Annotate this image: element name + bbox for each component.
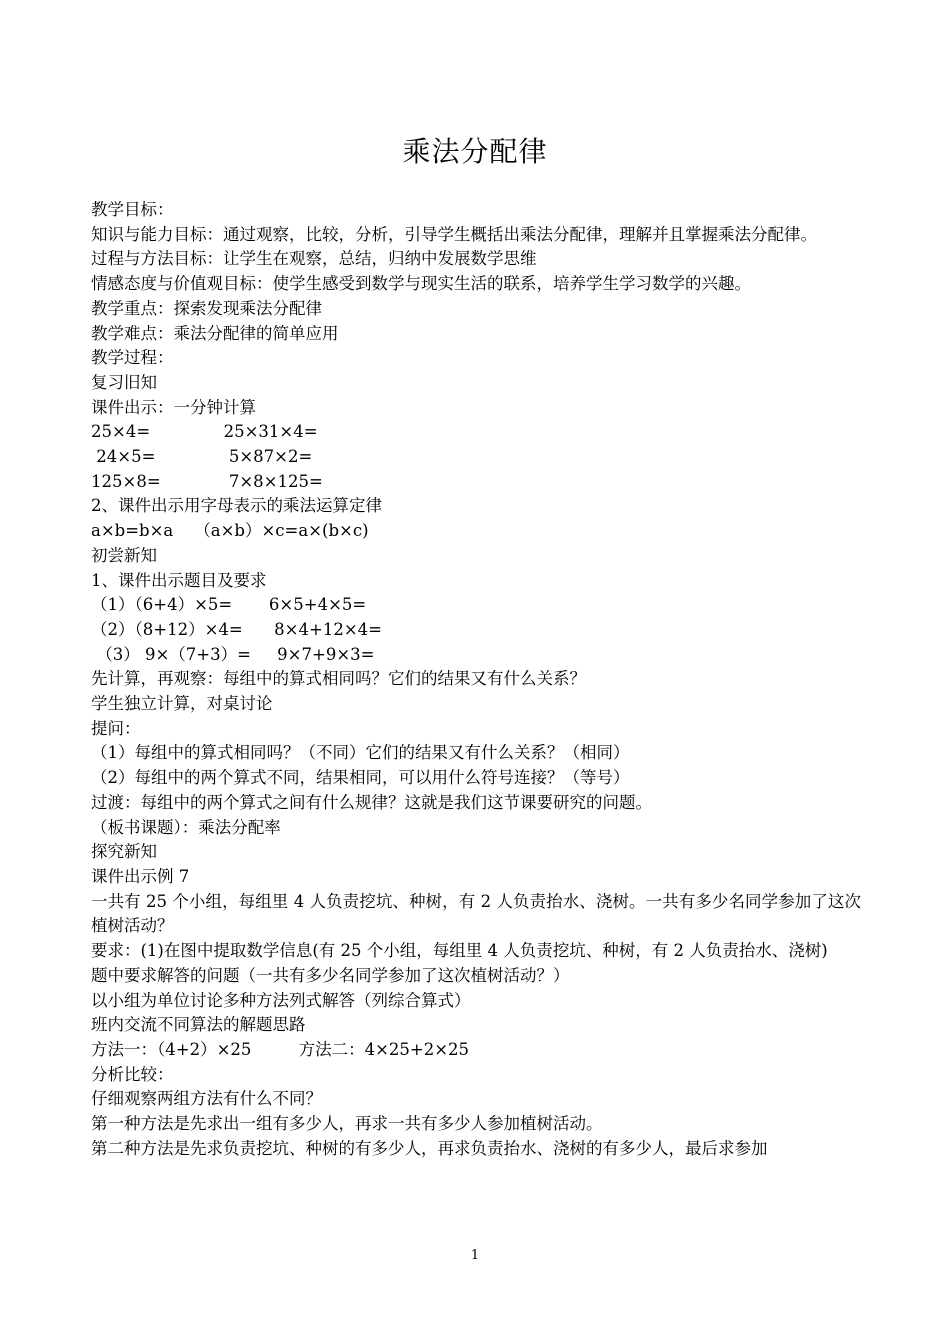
- page-number: 1: [470, 1248, 480, 1263]
- document-body: [91, 198, 861, 1161]
- text-line: 要求：(1)在图中提取数学信息(有 25 个小组，每组里 4 人负责挖坑、种树，有 2 人负责抬水、浇树): [91, 941, 828, 961]
- text-line: 第二种方法是先求负责挖坑、种树的有多少人，再求负责抬水、浇树的有多少人，最后求参加: [91, 1138, 768, 1158]
- text-line: 探究新知: [91, 842, 157, 862]
- text-line: 情感态度与价值观目标：使学生感受到数学与现实生活的联系，培养学生学习数学的兴趣。: [91, 274, 751, 294]
- text-line: 1、课件出示题目及要求: [91, 570, 267, 590]
- text-line: （2）（8+12）×4= 8×4+12×4=: [91, 619, 382, 639]
- text-line: 提问：: [91, 718, 141, 738]
- text-line: 第一种方法是先求出一组有多少人，再求一共有多少人参加植树活动。: [91, 1114, 603, 1134]
- text-line: 25×4= 25×31×4=: [91, 422, 318, 442]
- text-line: （2）每组中的两个算式不同，结果相同，可以用什么符号连接？（等号）: [91, 768, 630, 788]
- text-line: 复习旧知: [91, 372, 157, 392]
- text-line: 教学重点：探索发现乘法分配律: [91, 298, 322, 318]
- text-line: 过程与方法目标：让学生在观察，总结，归纳中发展数学思维: [91, 249, 537, 269]
- text-line: （3） 9×（7+3）= 9×7+9×3=: [91, 644, 375, 664]
- text-line: 仔细观察两组方法有什么不同？: [91, 1089, 322, 1109]
- text-line: 课件出示例 7: [91, 866, 190, 886]
- document-title: 乘法分配律: [402, 135, 548, 168]
- text-line: 教学难点：乘法分配律的简单应用: [91, 323, 339, 343]
- text-line: 教学过程：: [91, 348, 174, 368]
- text-line: 24×5= 5×87×2=: [91, 447, 313, 467]
- text-line: （板书课题）：乘法分配率: [91, 817, 281, 837]
- text-line: 题中要求解答的问题（一共有多少名同学参加了这次植树活动？）: [91, 965, 570, 985]
- text-line: 2、课件出示用字母表示的乘法运算定律: [91, 496, 382, 516]
- text-line: 一共有 25 个小组，每组里 4 人负责挖坑、种树，有 2 人负责抬水、浇树。一共有多少名同学参加了这次植树活动？: [91, 891, 861, 936]
- text-line: （1）（6+4）×5= 6×5+4×5=: [91, 595, 367, 615]
- text-line: 分析比较：: [91, 1064, 174, 1084]
- text-line: （1）每组中的算式相同吗？（不同）它们的结果又有什么关系？（相同）: [91, 743, 630, 763]
- text-line: 125×8= 7×8×125=: [91, 471, 323, 491]
- text-line: 教学目标：: [91, 200, 174, 219]
- text-line: a×b=b×a （a×b）×c=a×(b×c): [91, 521, 369, 541]
- text-line: 知识与能力目标：通过观察，比较，分析，引导学生概括出乘法分配律，理解并且掌握乘法分配律。: [91, 224, 817, 244]
- text-line: 初尝新知: [91, 545, 157, 565]
- text-line: 方法一：（4+2）×25 方法二：4×25+2×25: [91, 1039, 470, 1059]
- text-line: 过渡：每组中的两个算式之间有什么规律？这就是我们这节课要研究的问题。: [91, 792, 652, 812]
- text-line: 先计算，再观察：每组中的算式相同吗？它们的结果又有什么关系？: [91, 669, 586, 689]
- text-line: 课件出示：一分钟计算: [91, 397, 256, 417]
- text-line: 以小组为单位讨论多种方法列式解答（列综合算式）: [91, 990, 471, 1010]
- text-line: 学生独立计算，对桌讨论: [91, 694, 273, 714]
- text-line: 班内交流不同算法的解题思路: [91, 1015, 306, 1035]
